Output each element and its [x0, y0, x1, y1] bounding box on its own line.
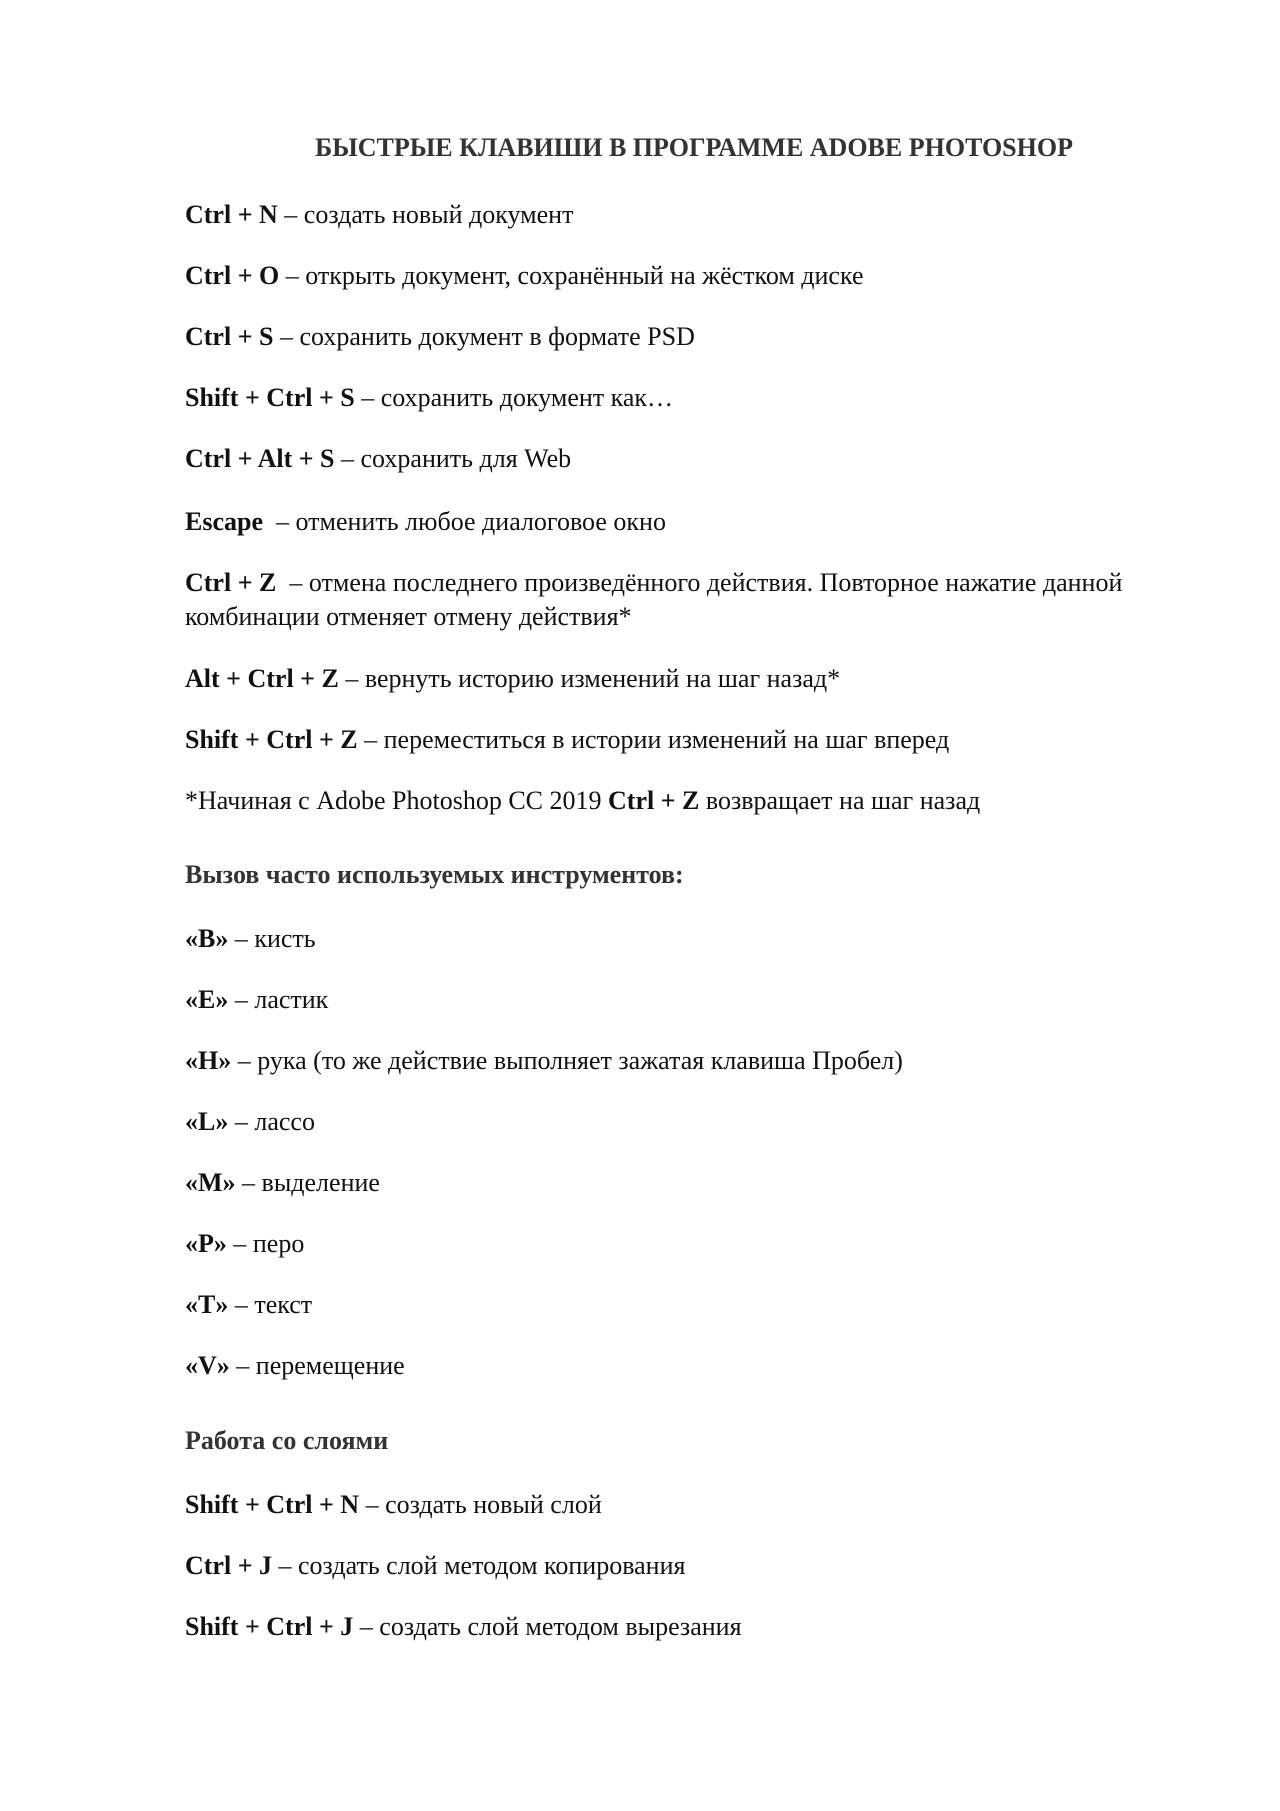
tool-key: «H» [185, 1046, 232, 1075]
tool-separator: – [235, 1168, 262, 1197]
tool-description: перо [252, 1229, 305, 1258]
layer-shortcut-description: создать слой методом копирования [298, 1551, 686, 1580]
shortcut-line [185, 662, 1195, 696]
tool-description: перемещение [255, 1351, 405, 1380]
shortcut-line [185, 259, 1195, 293]
shortcut-keys: Ctrl + S [185, 322, 274, 351]
tool-description: кисть [254, 924, 316, 953]
shortcut-keys: Shift + Ctrl + S [185, 383, 355, 412]
layer-shortcut-line [185, 1488, 1195, 1522]
shortcut-description: сохранить документ в формате PSD [299, 322, 695, 351]
shortcut-description: открыть документ, сохранённый на жёстком диске [305, 261, 864, 290]
shortcut-separator: – [276, 568, 309, 597]
shortcut-separator: – [334, 444, 361, 473]
footnote-suffix: возвращает на шаг назад [699, 786, 981, 815]
layer-shortcut-keys: Shift + Ctrl + N [185, 1490, 360, 1519]
shortcut-separator: – [357, 725, 384, 754]
layer-shortcut-keys: Shift + Ctrl + J [185, 1612, 354, 1641]
footnote-keys: Ctrl + Z [608, 786, 700, 815]
layer-shortcut-separator: – [359, 1490, 386, 1519]
tool-line [185, 1166, 1195, 1200]
shortcut-description: переместиться в истории изменений на шаг вперед [383, 725, 950, 754]
shortcut-separator: – [354, 383, 381, 412]
tools-heading: Вызов часто используемых инструментов: [185, 860, 684, 889]
layer-shortcut-line [185, 1610, 1195, 1644]
tool-key: «M» [185, 1168, 236, 1197]
footnote [185, 784, 1195, 818]
tool-line [185, 1349, 1195, 1383]
shortcut-separator: – [279, 261, 306, 290]
tool-description: текст [254, 1290, 313, 1319]
tool-line [185, 1105, 1195, 1139]
shortcut-description: сохранить для Web [360, 444, 572, 473]
shortcut-line [185, 442, 1195, 476]
layer-shortcut-description: создать слой методом вырезания [379, 1612, 742, 1641]
tool-line [185, 922, 1195, 956]
tool-separator: – [231, 1046, 258, 1075]
document-title: БЫСТРЫЕ КЛАВИШИ В ПРОГРАММЕ ADOBE PHOTOSHOP [315, 133, 1073, 162]
tool-key: «P» [185, 1229, 227, 1258]
tool-key: «L» [185, 1107, 229, 1136]
tool-line [185, 1044, 1195, 1078]
tool-line [185, 983, 1195, 1017]
shortcut-keys: Ctrl + O [185, 261, 280, 290]
shortcut-description: создать новый документ [303, 200, 574, 229]
tool-key: «T» [185, 1290, 229, 1319]
shortcut-separator: – [338, 664, 365, 693]
footnote-prefix: *Начиная с Adobe Photoshop CC 2019 [185, 786, 609, 815]
shortcut-line [185, 723, 1195, 757]
shortcut-line [185, 320, 1195, 354]
shortcut-description: отменить любое диалоговое окно [295, 507, 666, 536]
layer-shortcut-separator: – [353, 1612, 380, 1641]
layer-shortcut-line [185, 1549, 1195, 1583]
shortcut-line [185, 381, 1195, 415]
shortcut-description: вернуть историю изменений на шаг назад* [364, 664, 841, 693]
shortcut-keys: Shift + Ctrl + Z [185, 725, 358, 754]
tool-description: ластик [254, 985, 329, 1014]
shortcut-description: сохранить документ как… [380, 383, 674, 412]
shortcut-separator: – [263, 507, 296, 536]
shortcut-separator: – [277, 200, 304, 229]
shortcut-line [185, 505, 1195, 539]
tool-separator: – [228, 924, 255, 953]
shortcut-line [185, 566, 1195, 634]
tool-separator: – [228, 1290, 255, 1319]
layer-shortcut-keys: Ctrl + J [185, 1551, 273, 1580]
tool-separator: – [226, 1229, 253, 1258]
tool-separator: – [228, 985, 255, 1014]
layers-heading: Работа со слоями [185, 1426, 389, 1455]
tool-key: «E» [185, 985, 229, 1014]
shortcut-separator: – [273, 322, 300, 351]
tool-key: «B» [185, 924, 229, 953]
tool-description: рука (то же действие выполняет зажатая клавиша Пробел) [257, 1046, 903, 1075]
shortcut-keys: Ctrl + N [185, 200, 278, 229]
shortcut-line [185, 198, 1195, 232]
shortcut-description: отмена последнего произведённого действия. Повторное нажатие данной комбинации отменяет отмену действия* [185, 568, 1123, 631]
shortcut-keys: Ctrl + Alt + S [185, 444, 335, 473]
shortcut-keys: Alt + Ctrl + Z [185, 664, 339, 693]
tool-line [185, 1227, 1195, 1261]
tool-line [185, 1288, 1195, 1322]
tool-separator: – [229, 1351, 256, 1380]
tool-description: лассо [254, 1107, 315, 1136]
tool-key: «V» [185, 1351, 230, 1380]
layer-shortcut-description: создать новый слой [385, 1490, 602, 1519]
tool-description: выделение [261, 1168, 380, 1197]
shortcut-keys: Ctrl + Z [185, 568, 277, 597]
layer-shortcut-separator: – [272, 1551, 299, 1580]
shortcut-keys: Escape [185, 507, 263, 536]
tool-separator: – [228, 1107, 255, 1136]
